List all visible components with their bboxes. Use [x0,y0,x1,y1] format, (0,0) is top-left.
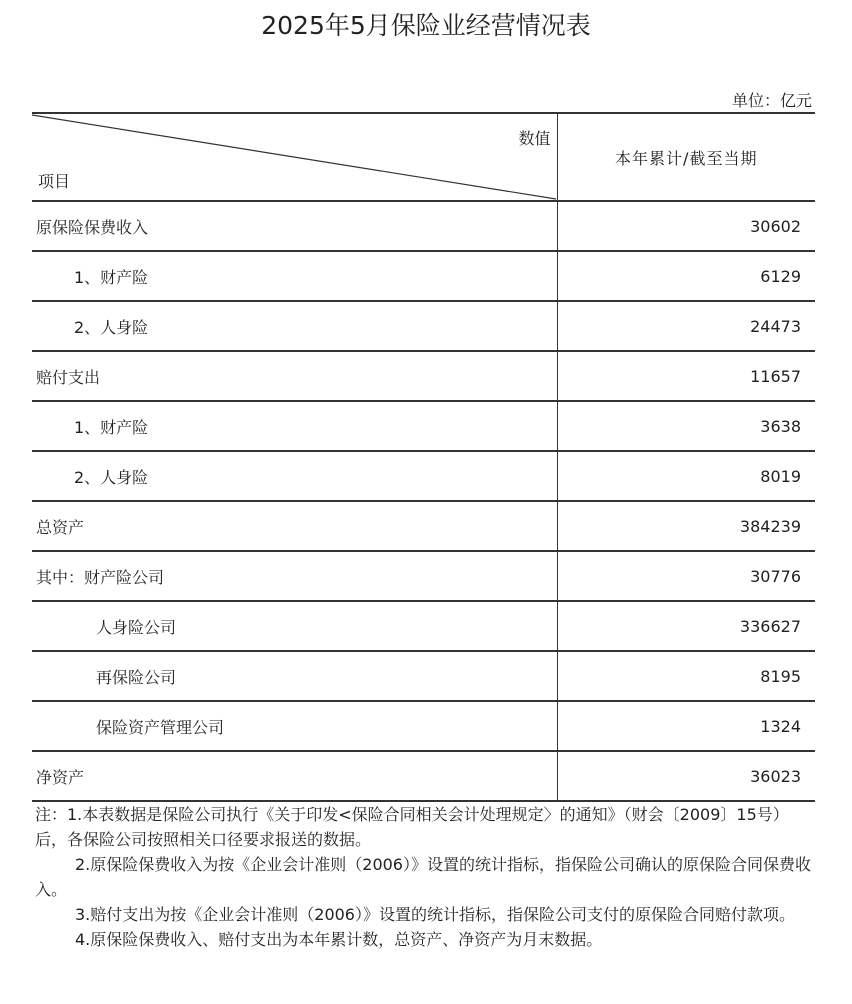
row-label: 净资产 [32,751,557,801]
row-value: 1324 [557,701,815,751]
header-value-label: 数值 [518,129,551,148]
diagonal-line [32,114,557,200]
table-row [32,201,815,251]
row-label: 其中：财产险公司 [32,551,557,601]
row-value: 8195 [557,651,815,701]
notes-section [35,802,815,952]
unit-label: 单位：亿元 [731,91,812,110]
table-row [32,251,815,301]
table-row [32,301,815,351]
row-label: 赔付支出 [32,351,557,401]
row-label: 人身险公司 [32,601,557,651]
statistics-table [32,112,815,802]
table-row [32,651,815,701]
table-row [32,351,815,401]
row-value: 24473 [557,301,815,351]
header-diagonal-cell [32,113,557,201]
row-label: 2、人身险 [32,301,557,351]
statistics-table-container [32,112,815,802]
note-1: 注：1.本表数据是保险公司执行《关于印发<保险合同相关会计处理规定〉的通知》（财会〔2009〕15号）后，各保险公司按照相关口径要求报送的数据。 [35,805,789,849]
header-period-label: 本年累计/截至当期 [557,113,815,201]
row-value: 11657 [557,351,815,401]
table-row [32,601,815,651]
row-label: 1、财产险 [32,401,557,451]
row-label: 原保险保费收入 [32,201,557,251]
table-row [32,401,815,451]
row-label: 保险资产管理公司 [32,701,557,751]
note-3: 3.赔付支出为按《企业会计准则（2006）》设置的统计指标，指保险公司支付的原保险合同赔付款项。 [75,905,795,924]
row-value: 8019 [557,451,815,501]
header-item-label: 项目 [38,172,71,191]
row-value: 36023 [557,751,815,801]
table-row [32,451,815,501]
row-value: 3638 [557,401,815,451]
table-row [32,551,815,601]
table-header-row [32,113,815,201]
row-value: 30776 [557,551,815,601]
table-row [32,701,815,751]
row-value: 384239 [557,501,815,551]
row-label: 再保险公司 [32,651,557,701]
note-2: 2.原保险保费收入为按《企业会计准则（2006）》设置的统计指标，指保险公司确认的原保险合同保费收入。 [35,855,811,899]
row-value: 336627 [557,601,815,651]
row-value: 6129 [557,251,815,301]
row-label: 2、人身险 [32,451,557,501]
note-4: 4.原保险保费收入、赔付支出为本年累计数，总资产、净资产为月末数据。 [75,930,603,949]
table-row [32,751,815,801]
row-label: 总资产 [32,501,557,551]
row-value: 30602 [557,201,815,251]
row-label: 1、财产险 [32,251,557,301]
table-row [32,501,815,551]
page-title: 2025年5月保险业经营情况表 [261,11,591,40]
